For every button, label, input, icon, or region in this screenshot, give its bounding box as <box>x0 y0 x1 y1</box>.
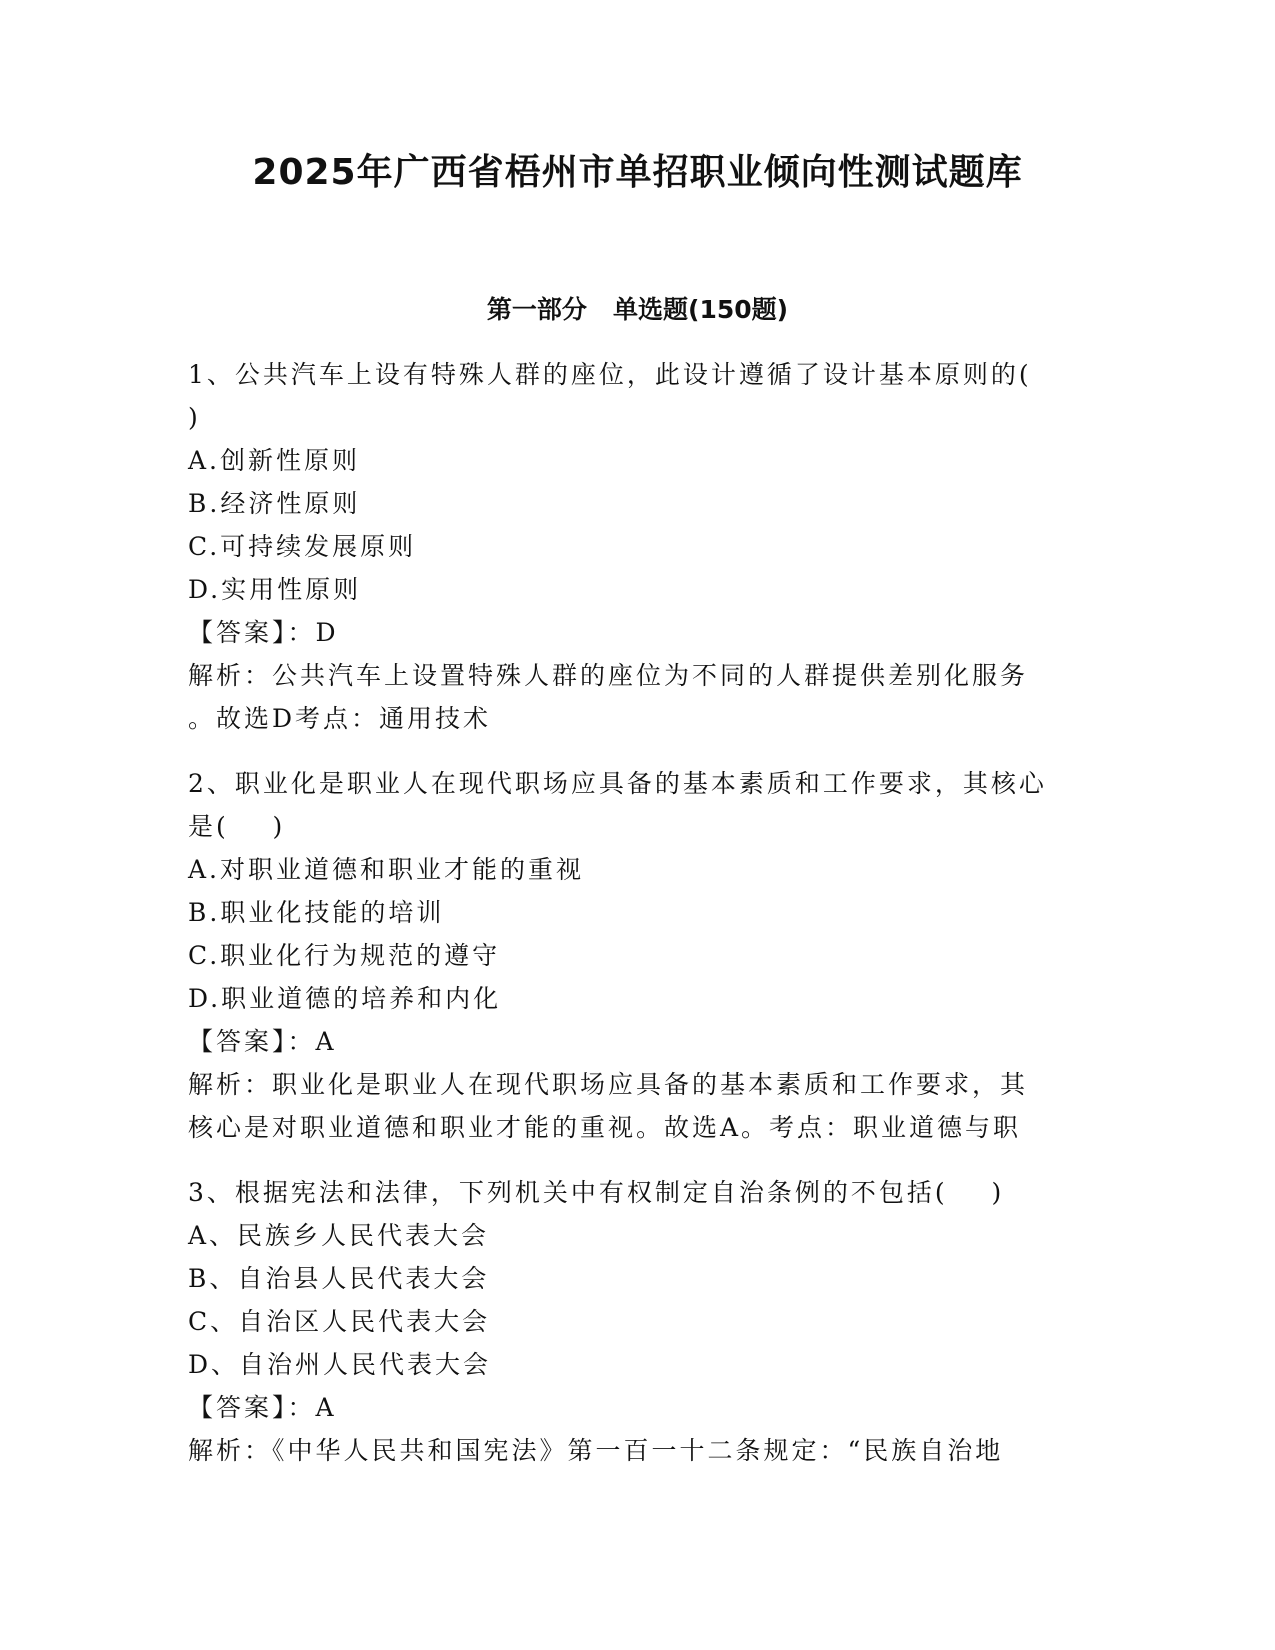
option-a: A、民族乡人民代表大会 <box>188 1221 490 1250</box>
option-c: C.可持续发展原则 <box>188 532 417 561</box>
option-b: B.职业化技能的培训 <box>188 898 445 927</box>
analysis-line: 解析：公共汽车上设置特殊人群的座位为不同的人群提供差别化服务 <box>188 661 1029 690</box>
option-d: D.实用性原则 <box>188 575 362 604</box>
option-d: D、自治州人民代表大会 <box>188 1350 492 1379</box>
question-2 <box>188 762 1088 1149</box>
answer-line: 【答案】：A <box>188 1027 337 1056</box>
option-c: C、自治区人民代表大会 <box>188 1307 491 1336</box>
question-stem: 1、公共汽车上设有特殊人群的座位，此设计遵循了设计基本原则的( <box>188 360 1032 389</box>
analysis-line-continued: 核心是对职业道德和职业才能的重视。故选A。考点：职业道德与职 <box>188 1113 1022 1142</box>
option-a: A.创新性原则 <box>188 446 361 475</box>
option-a: A.对职业道德和职业才能的重视 <box>188 855 585 884</box>
answer-line: 【答案】：A <box>188 1393 337 1422</box>
question-stem-continued: ) <box>188 403 201 432</box>
analysis-line: 解析：《中华人民共和国宪法》第一百一十二条规定：“民族自治地 <box>188 1436 1004 1465</box>
analysis-line: 解析：职业化是职业人在现代职场应具备的基本素质和工作要求，其 <box>188 1070 1029 1099</box>
analysis-line-continued: 。故选D考点：通用技术 <box>188 704 492 733</box>
answer-line: 【答案】：D <box>188 618 339 647</box>
option-b: B、自治县人民代表大会 <box>188 1264 490 1293</box>
option-d: D.职业道德的培养和内化 <box>188 984 502 1013</box>
section-title: 第一部分 单选题(150题) <box>486 295 789 324</box>
question-stem: 2、职业化是职业人在现代职场应具备的基本素质和工作要求，其核心 <box>188 769 1047 798</box>
question-3 <box>188 1171 1088 1472</box>
question-stem-continued: 是( ) <box>188 812 286 841</box>
document-title: 2025年广西省梧州市单招职业倾向性测试题库 <box>252 152 1023 193</box>
question-stem: 3、根据宪法和法律，下列机关中有权制定自治条例的不包括( ) <box>188 1178 1005 1207</box>
option-c: C.职业化行为规范的遵守 <box>188 941 501 970</box>
question-1 <box>188 353 1088 740</box>
option-b: B.经济性原则 <box>188 489 361 518</box>
question-list <box>188 353 1088 1494</box>
